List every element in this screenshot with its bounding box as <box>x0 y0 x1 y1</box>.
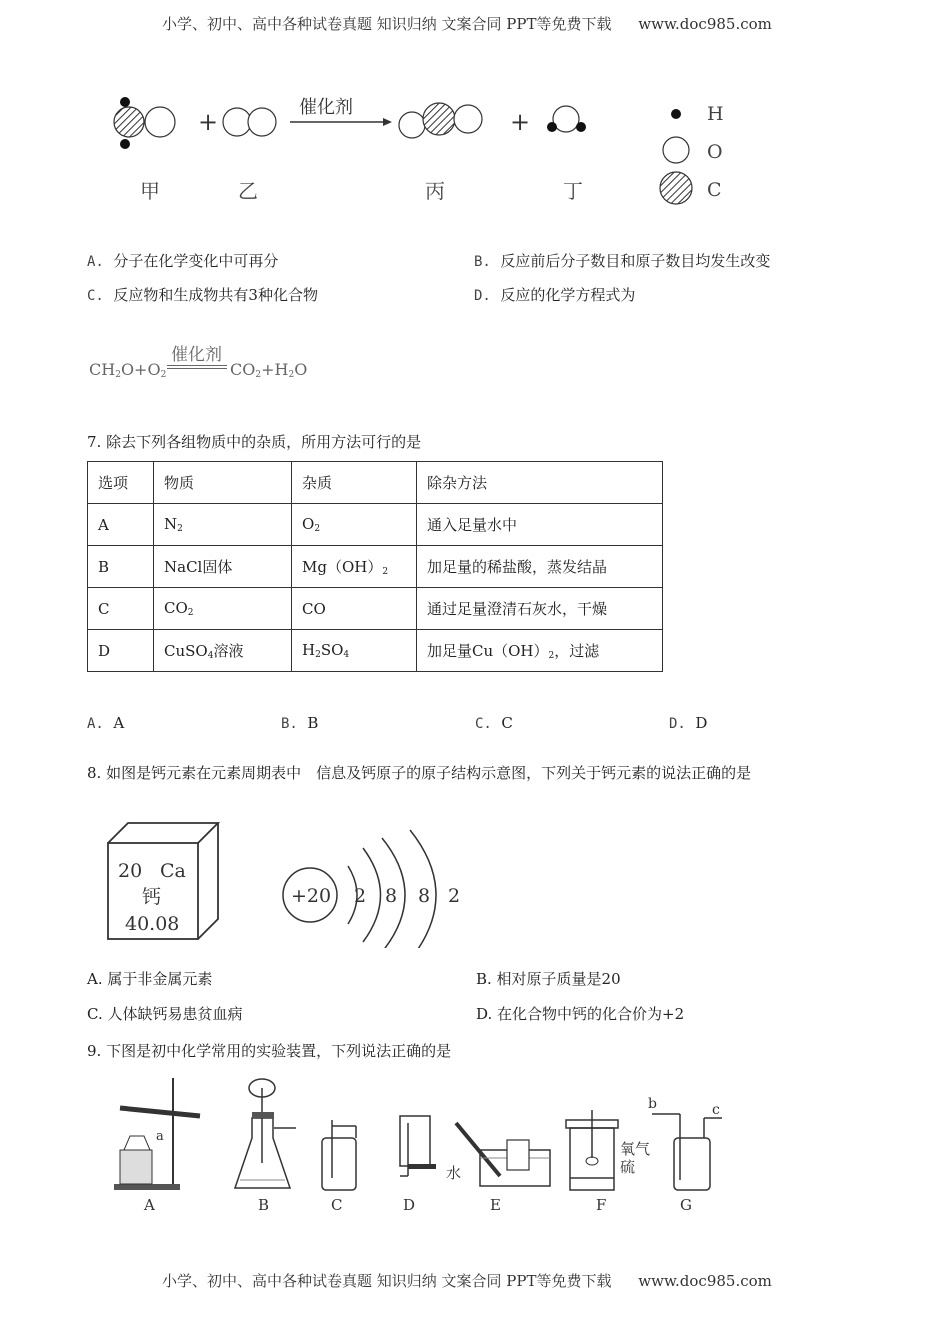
q7-stem: 7. 除去下列各组物质中的杂质，所用方法可行的是 <box>87 433 422 451</box>
arrow-label: 催化剂 <box>299 97 353 118</box>
header-text: 小学、初中、高中各种试卷真题 知识归纳 文案合同 PPT等免费下载 <box>162 15 612 33</box>
atom-structure <box>283 830 460 948</box>
apparatus-label-a: A <box>144 1196 155 1214</box>
table-cell: 加足量的稀盐酸，蒸发结晶 <box>417 546 663 588</box>
table-cell: $H_2SO_4$ <box>292 630 417 672</box>
q7-option-d[interactable]: D. D <box>669 714 708 732</box>
table-cell: D <box>88 630 154 672</box>
table-row <box>88 504 663 546</box>
header-cell: 选项 <box>88 462 154 504</box>
label-water: 水 <box>446 1164 462 1182</box>
header-cell: 杂质 <box>292 462 417 504</box>
table-cell: B <box>88 546 154 588</box>
q7-option-b[interactable]: B. B <box>281 714 319 732</box>
table-cell: NaCl固体 <box>154 546 292 588</box>
table-cell: $CO_2$ <box>154 588 292 630</box>
apparatus-label-b: B <box>258 1196 270 1214</box>
apparatus-label-g: G <box>680 1196 692 1214</box>
shell-3: 8 <box>418 885 431 907</box>
page-footer <box>162 1270 772 1291</box>
name-bing: 丙 <box>425 179 445 203</box>
element-symbol: Ca <box>160 860 186 882</box>
shell-4: 2 <box>448 885 461 907</box>
apparatus-b <box>235 1079 296 1188</box>
apparatus-diagram <box>100 1068 730 1218</box>
molecule-bing <box>399 103 482 138</box>
table-cell: CO <box>292 588 417 630</box>
element-card <box>108 823 218 939</box>
page-header <box>162 13 772 34</box>
table-cell: 加足量$Cu(OH)_2$，过滤 <box>417 630 663 672</box>
q8-option-d[interactable]: D. 在化合物中钙的化合价为+2 <box>476 1005 685 1023</box>
table-row <box>88 546 663 588</box>
header-url[interactable]: www.doc985.com <box>638 15 772 33</box>
shell-1: 2 <box>354 885 367 907</box>
q8-option-c[interactable]: C. 人体缺钙易患贫血病 <box>87 1005 243 1023</box>
label-c: c <box>712 1102 720 1118</box>
equation-right: $CO_2+H_2O$ <box>230 360 308 380</box>
name-yi: 乙 <box>238 179 258 203</box>
q8-option-a[interactable]: A. 属于非金属元素 <box>87 970 213 988</box>
apparatus-label-c: C <box>331 1196 343 1214</box>
label-b: b <box>648 1096 657 1112</box>
table-cell: $O_2$ <box>292 504 417 546</box>
plus-2: + <box>510 108 531 136</box>
q9-stem: 9. 下图是初中化学常用的实验装置，下列说法正确的是 <box>87 1042 452 1060</box>
table-cell: C <box>88 588 154 630</box>
q7-option-a[interactable]: A. A <box>87 714 125 732</box>
table-row <box>88 588 663 630</box>
q6-option-b[interactable]: B. 反应前后分子数目和原子数目均发生改变 <box>474 252 771 270</box>
footer-text: 小学、初中、高中各种试卷真题 知识归纳 文案合同 PPT等免费下载 <box>162 1272 612 1290</box>
name-ding: 丁 <box>563 179 583 203</box>
apparatus-e <box>446 1123 550 1186</box>
apparatus-label-f: F <box>596 1196 607 1214</box>
apparatus-c <box>322 1120 356 1190</box>
element-name: 钙 <box>142 886 162 908</box>
apparatus-g <box>648 1096 722 1190</box>
name-jia: 甲 <box>140 179 160 203</box>
table-cell: $Mg(OH)_2$ <box>292 546 417 588</box>
q7-table <box>87 461 663 672</box>
plus-1: + <box>198 108 219 136</box>
molecule-yi <box>223 108 276 136</box>
element-mass: 40.08 <box>125 913 180 935</box>
apparatus-f <box>566 1110 650 1190</box>
reaction-diagram <box>100 88 750 218</box>
legend-o: O <box>707 141 723 163</box>
label-a-lower: a <box>156 1129 164 1144</box>
q8-option-b[interactable]: B. 相对原子质量是20 <box>476 970 621 988</box>
equation-left: $CH_2O+O_2$ <box>89 360 167 380</box>
reaction-arrow <box>290 118 392 126</box>
table-cell: CuSO$_4$溶液 <box>154 630 292 672</box>
table-row <box>88 630 663 672</box>
q6-equation <box>87 340 327 385</box>
atom-legend <box>660 103 724 204</box>
label-sulfur: 硫 <box>620 1158 636 1176</box>
equation-catalyst: 催化剂 <box>171 345 222 365</box>
molecule-jia <box>114 97 175 149</box>
q6-option-c[interactable]: C. 反应物和生成物共有3种化合物 <box>87 286 318 304</box>
header-cell: 物质 <box>154 462 292 504</box>
table-cell: $N_2$ <box>154 504 292 546</box>
element-number: 20 <box>118 860 143 882</box>
q6-option-a[interactable]: A. 分子在化学变化中可再分 <box>87 252 279 270</box>
table-cell: 通过足量澄清石灰水，干燥 <box>417 588 663 630</box>
shell-2: 8 <box>385 885 398 907</box>
table-cell: A <box>88 504 154 546</box>
table-cell: 通入足量水中 <box>417 504 663 546</box>
legend-c: C <box>707 179 722 201</box>
nucleus-charge: +20 <box>291 885 332 907</box>
calcium-figures <box>100 818 480 948</box>
label-oxygen: 氧气 <box>620 1140 651 1158</box>
apparatus-d <box>400 1116 436 1176</box>
apparatus-label-d: D <box>403 1196 416 1214</box>
footer-url[interactable]: www.doc985.com <box>638 1272 772 1290</box>
apparatus-label-e: E <box>490 1196 501 1214</box>
legend-h: H <box>707 103 724 125</box>
equation-equals <box>167 365 227 369</box>
q6-option-d[interactable]: D. 反应的化学方程式为 <box>474 286 636 304</box>
q7-option-c[interactable]: C. C <box>475 714 513 732</box>
q8-stem: 8. 如图是钙元素在元素周期表中 信息及钙原子的原子结构示意图，下列关于钙元素的说法正确的是 <box>87 764 752 782</box>
molecule-ding <box>547 106 586 132</box>
table-header-row <box>88 462 663 504</box>
header-cell: 除杂方法 <box>417 462 663 504</box>
apparatus-a <box>114 1078 200 1190</box>
